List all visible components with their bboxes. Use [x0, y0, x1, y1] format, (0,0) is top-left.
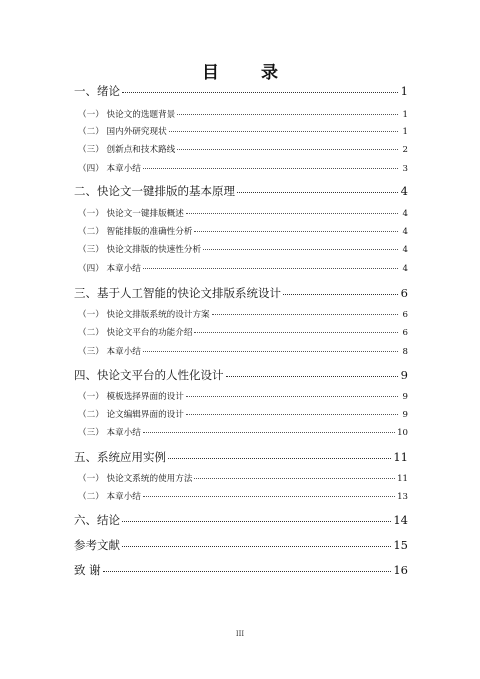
toc-entry-label: 二、快论文一键排版的基本原理: [74, 184, 235, 198]
toc-entry-page: 6: [402, 328, 408, 338]
toc-entry-page: 4: [402, 245, 408, 255]
dot-leader: [177, 148, 398, 150]
toc-entry-label: 致 谢: [74, 563, 101, 577]
toc-entry: [74, 143, 408, 155]
toc-entry-page: 9: [402, 410, 408, 420]
toc-entry-page: 9: [402, 392, 408, 402]
toc-entry-page: 4: [402, 264, 408, 274]
dot-leader: [186, 395, 398, 397]
toc-entry: [74, 326, 408, 338]
toc-entry-label: 四、快论文平台的人性化设计: [74, 368, 224, 382]
toc-entry: [74, 225, 408, 237]
toc-entry-page: 11: [393, 450, 408, 464]
dot-leader: [194, 230, 398, 232]
toc-entry: [74, 207, 408, 219]
toc-entry-page: 2: [402, 145, 408, 155]
toc-entry: [74, 562, 408, 578]
dot-leader: [169, 130, 398, 132]
dot-leader: [177, 113, 398, 115]
dot-leader: [194, 331, 398, 333]
toc-entry: [74, 108, 408, 120]
dot-leader: [122, 545, 391, 547]
toc-entry-label: （二） 快论文平台的功能介绍: [78, 328, 193, 338]
dot-leader: [122, 91, 398, 93]
dot-leader: [143, 350, 398, 352]
toc-entry-page: 8: [402, 347, 408, 357]
toc-entry-page: 14: [393, 513, 408, 527]
page-title: 目 录: [202, 63, 296, 83]
toc-entry-label: （四） 本章小结: [78, 264, 141, 274]
dot-leader: [203, 248, 398, 250]
toc-entry: [74, 183, 408, 199]
toc-entry-label: （三） 创新点和技术路线: [78, 145, 176, 155]
page-number-footer: III: [235, 630, 245, 638]
toc-entry-page: 13: [397, 492, 408, 502]
toc-entry-label: 六、结论: [74, 513, 120, 527]
toc-entry: [74, 367, 408, 383]
toc-entry-label: （三） 本章小结: [78, 428, 141, 438]
toc-entry-label: （一） 快论文系统的使用方法: [78, 474, 193, 484]
toc-entry-page: 4: [402, 227, 408, 237]
toc-entry: [74, 512, 408, 528]
toc-entry-label: （一） 模板选择界面的设计: [78, 392, 184, 402]
toc-entry: [74, 285, 408, 301]
toc-entry-page: 4: [400, 184, 408, 198]
toc-entry-label: （二） 智能排版的准确性分析: [78, 227, 193, 237]
toc-entry-label: （三） 本章小结: [78, 347, 141, 357]
toc-entry-page: 6: [400, 286, 408, 300]
dot-leader: [103, 570, 392, 572]
toc-entry-label: （三） 快论文排版的快速性分析: [78, 245, 202, 255]
dot-leader: [237, 191, 398, 193]
toc-entry: [74, 449, 408, 465]
toc-entry-page: 4: [402, 209, 408, 219]
toc-entry-page: 1: [402, 110, 408, 120]
dot-leader: [122, 520, 391, 522]
toc-entry-page: 16: [393, 563, 408, 577]
toc-entry-page: 1: [402, 127, 408, 137]
toc-entry: [74, 243, 408, 255]
toc-entry-label: （四） 本章小结: [78, 164, 141, 174]
toc-entry: [74, 390, 408, 402]
toc-entry: [74, 537, 408, 553]
toc-entry: [74, 426, 408, 438]
dot-leader: [143, 167, 398, 169]
toc-entry-label: （二） 论文编辑界面的设计: [78, 410, 184, 420]
toc-entry-page: 11: [397, 474, 408, 484]
dot-leader: [194, 477, 395, 479]
toc-entry-page: 10: [397, 428, 408, 438]
toc-entry: [74, 490, 408, 502]
toc-entry-label: （二） 国内外研究现状: [78, 127, 167, 137]
toc-entry: [74, 262, 408, 274]
dot-leader: [143, 431, 395, 433]
toc-entry: [74, 472, 408, 484]
toc-entry-label: 三、基于人工智能的快论文排版系统设计: [74, 286, 281, 300]
dot-leader: [143, 495, 395, 497]
toc-entry-label: （二） 本章小结: [78, 492, 141, 502]
dot-leader: [226, 375, 399, 377]
dot-leader: [186, 413, 398, 415]
toc-entry-page: 6: [402, 310, 408, 320]
toc-entry-label: 五、系统应用实例: [74, 450, 166, 464]
dot-leader: [168, 457, 391, 459]
dot-leader: [186, 212, 398, 214]
toc-entry: [74, 162, 408, 174]
toc-entry: [74, 125, 408, 137]
toc-entry-label: （一） 快论文一键排版概述: [78, 209, 184, 219]
toc-entry-label: （一） 快论文的选题背景: [78, 110, 176, 120]
dot-leader: [283, 293, 398, 295]
toc-entry: [74, 408, 408, 420]
toc-entry: [74, 345, 408, 357]
toc-entry-page: 1: [400, 84, 408, 98]
toc-entry-page: 9: [400, 368, 408, 382]
dot-leader: [143, 267, 398, 269]
toc-entry-label: 一、绪论: [74, 84, 120, 98]
toc-entry-label: 参考文献: [74, 538, 120, 552]
toc-entry: [74, 83, 408, 99]
toc-entry-page: 3: [402, 164, 408, 174]
toc-entry-label: （一） 快论文排版系统的设计方案: [78, 310, 210, 320]
toc-entry-page: 15: [393, 538, 408, 552]
dot-leader: [212, 313, 398, 315]
toc-entry: [74, 308, 408, 320]
